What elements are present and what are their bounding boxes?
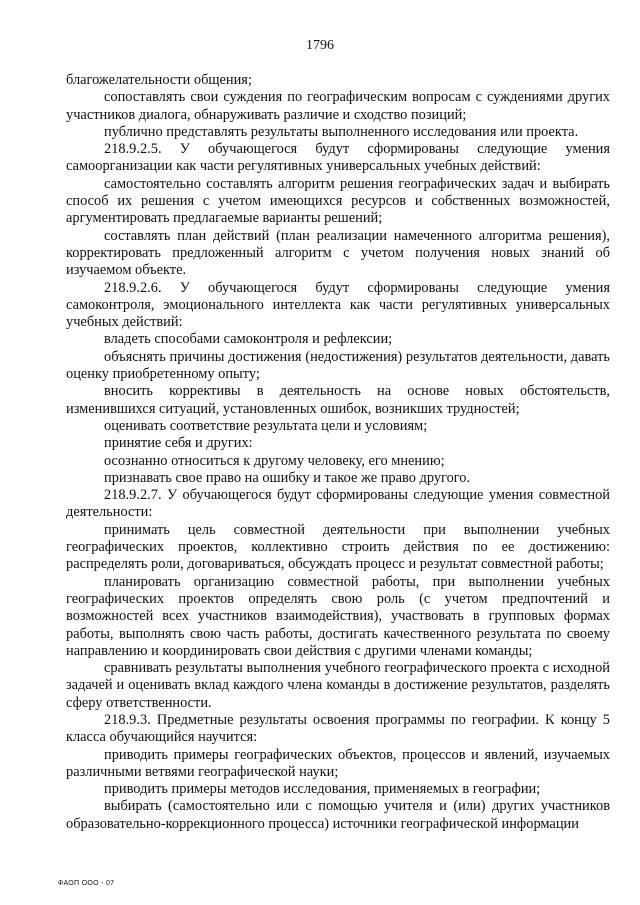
paragraph: осознанно относиться к другому человеку, его мнению;	[104, 452, 445, 469]
paragraph: самостоятельно составлять алгоритм решения географических задач и выбирать способ их решения с учетом имеющихся ресурсов и собственных возможностей, аргументировать предлагаемые варианты решений;	[66, 175, 610, 227]
paragraph: принятие себя и других:	[104, 435, 253, 452]
paragraph: оценивать соответствие результата цели и условиям;	[104, 417, 428, 434]
paragraph: 218.9.3. Предметные результаты освоения программы по географии. К концу 5 класса обучающийся научится:	[66, 711, 610, 746]
paragraph: объяснять причины достижения (недостижения) результатов деятельности, давать оценку приобретенному опыту;	[66, 348, 610, 383]
paragraph: благожелательности общения;	[66, 72, 252, 88]
paragraph: признавать свое право на ошибку и такое же право другого.	[104, 469, 471, 486]
paragraph: приводить примеры географических объектов, процессов и явлений, изучаемых различными ветвями географической науки;	[66, 746, 610, 780]
paragraph: владеть способами самоконтроля и рефлексии;	[104, 331, 393, 348]
paragraph: 218.9.2.5. У обучающегося будут сформированы следующие умения самоорганизации как части регулятивных универсальных учебных действий:	[66, 141, 610, 175]
paragraph: выбирать (самостоятельно или с помощью учителя и (или) других участников образовательно-коррекционного процесса) источники географической информации	[66, 798, 610, 832]
paragraph: принимать цель совместной деятельности при выполнении учебных географических проектов, коллективно строить действия по ее достижению: распределять роли, договариваться, обсуждать процесс и результат совместной работы;	[66, 521, 610, 573]
paragraph: 218.9.2.7. У обучающегося будут сформированы следующие умения совместной деятельности:	[66, 487, 610, 521]
paragraph: приводить примеры методов исследования, применяемых в географии;	[104, 781, 541, 798]
paragraph: вносить коррективы в деятельность на основе новых обстоятельств, изменившихся ситуаций, установленных ошибок, возникших трудностей;	[66, 383, 610, 417]
paragraph: планировать организацию совместной работы, при выполнении учебных географических проектов определять свою роль (с учетом предпочтений и возможностей всех участников взаимодействия), участвовать в групповых формах работы, выполнять свою часть работы, достигать качественного результата по своему направлению и координировать свои действия с другими членами команды;	[66, 573, 610, 659]
paragraph: 218.9.2.6. У обучающегося будут сформированы следующие умения самоконтроля, эмоционального интеллекта как части регулятивных универсальных учебных действий:	[66, 279, 610, 331]
paragraph: сопоставлять свои суждения по географическим вопросам с суждениями других участников диалога, обнаруживать различие и сходство позиций;	[66, 89, 610, 123]
paragraph: публично представлять результаты выполненного исследования или проекта.	[104, 123, 579, 140]
document-body	[66, 72, 610, 833]
paragraph: сравнивать результаты выполнения учебного географического проекта с исходной задачей и оценивать вклад каждого члена команды в достижение результатов, разделять сферу ответственности.	[66, 660, 610, 711]
page-number: 1796	[306, 38, 334, 53]
paragraph: составлять план действий (план реализации намеченного алгоритма решения), корректировать предложенный алгоритм с учетом получения новых знаний об изучаемом объекте.	[66, 227, 610, 279]
document-footer: ФАОП ООО - 07	[58, 880, 115, 887]
